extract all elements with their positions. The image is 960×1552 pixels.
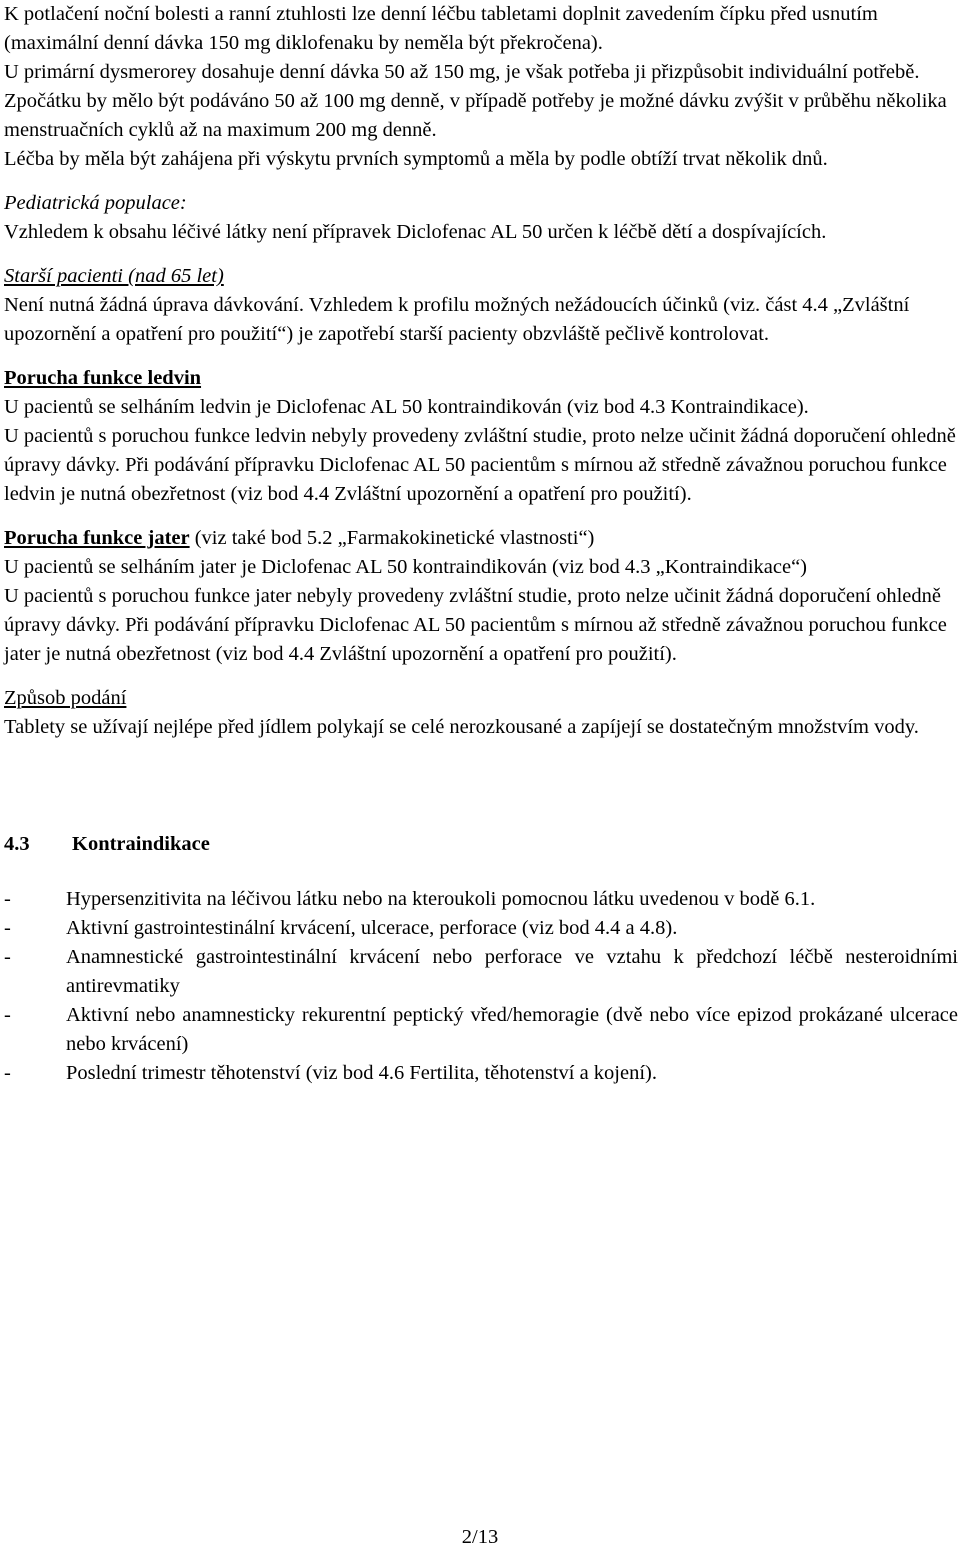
pediatric-title: Pediatrická populace: — [4, 192, 187, 214]
list-item-text: Aktivní nebo anamnesticky rekurentní peptický vřed/hemoragie (dvě nebo více epizod prokázané ulcerace nebo krvácení) — [66, 1004, 958, 1055]
list-item-text: Poslední trimestr těhotenství (viz bod 4.6 Fertilita, těhotenství a kojení). — [66, 1062, 657, 1084]
elderly-title: Starší pacienti (nad 65 let) — [4, 265, 224, 287]
list-dash: - — [4, 1004, 11, 1026]
list-dash: - — [4, 917, 11, 939]
renal-paragraph-1: U pacientů se selháním ledvin je Diclofenac AL 50 kontraindikován (viz bod 4.3 Kontraindikace). — [4, 396, 809, 418]
hepatic-title-suffix: (viz také bod 5.2 „Farmakokinetické vlastnosti“) — [189, 527, 595, 549]
dosage-paragraph-2 — [4, 58, 958, 145]
list-dash: - — [4, 888, 11, 910]
dosage-paragraph-2a: U primární dysmerorey dosahuje denní dávka 50 až 150 mg, je však potřeba ji přizpůsobit individuální potřebě. — [4, 61, 920, 83]
dosage-paragraph-2b: Zpočátku by mělo být podáváno 50 až 100 mg denně, v případě potřeby je možné dávku zvýšit v průběhu několika menstruačních cyklů až na maximum 200 mg denně. — [4, 90, 947, 141]
renal-section — [4, 364, 958, 509]
list-dash: - — [4, 1062, 11, 1084]
administration-title: Způsob podání — [4, 687, 127, 709]
section-43-heading — [4, 830, 958, 859]
dosage-paragraph-1: K potlačení noční bolesti a ranní ztuhlosti lze denní léčbu tabletami doplnit zavedením čípku před usnutím (maximální denní dávka 150 mg diklofenaku by neměla být překročena). — [4, 3, 878, 54]
page-number: 2/13 — [461, 1526, 499, 1548]
pediatric-section — [4, 189, 958, 247]
list-dash: - — [4, 946, 11, 968]
hepatic-paragraph-1: U pacientů se selháním jater je Diclofenac AL 50 kontraindikován (viz bod 4.3 „Kontraindikace“) — [4, 556, 808, 578]
elderly-text: Není nutná žádná úprava dávkování. Vzhledem k profilu možných nežádoucích účinků (viz. část 4.4 „Zvláštní upozornění a opatření pro použití“) je zapotřebí starší pacienty obzvláště pečlivě kontrolovat. — [4, 294, 910, 345]
list-item — [4, 914, 958, 943]
list-item — [4, 1059, 958, 1088]
list-item — [4, 885, 958, 914]
dosage-paragraph-3: Léčba by měla být zahájena při výskytu prvních symptomů a měla by podle obtíží trvat několik dnů. — [4, 148, 828, 170]
list-item-text: Hypersenzitivita na léčivou látku nebo na kteroukoli pomocnou látku uvedenou v bodě 6.1. — [66, 888, 816, 910]
elderly-section — [4, 262, 958, 349]
list-item — [4, 943, 958, 1001]
renal-paragraph-2: U pacientů s poruchou funkce ledvin nebyly provedeny zvláštní studie, proto nelze učinit žádná doporučení ohledně úpravy dávky. Při podávání přípravku Diclofenac AL 50 pacientům s mírnou až středně závažnou poruchou funkce ledvin je nutná obezřetnost (viz bod 4.4 Zvláštní upozornění a opatření pro použití). — [4, 425, 956, 505]
list-item-text: Aktivní gastrointestinální krvácení, ulcerace, perforace (viz bod 4.4 a 4.8). — [66, 917, 678, 939]
hepatic-heading — [4, 524, 958, 553]
administration-text: Tablety se užívají nejlépe před jídlem polykají se celé nerozkousané a zapíjejí se dostatečným množstvím vody. — [4, 716, 919, 738]
renal-title: Porucha funkce ledvin — [4, 367, 202, 389]
list-item-text: Anamnestické gastrointestinální krvácení nebo perforace ve vztahu k předchozí léčbě nesteroidními antirevmatiky — [66, 946, 958, 997]
administration-section — [4, 684, 958, 742]
hepatic-paragraph-2: U pacientů s poruchou funkce jater nebyly provedeny zvláštní studie, proto nelze učinit žádná doporučení ohledně úpravy dávky. Při podávání přípravku Diclofenac AL 50 pacientům s mírnou až středně závažnou poruchou funkce jater je nutná obezřetnost (viz bod 4.4 Zvláštní upozornění a opatření pro použití). — [4, 585, 947, 665]
document-page — [4, 0, 958, 1088]
pediatric-text: Vzhledem k obsahu léčivé látky není přípravek Diclofenac AL 50 určen k léčbě dětí a dospívajících. — [4, 221, 827, 243]
dosage-section — [4, 0, 958, 174]
hepatic-section — [4, 524, 958, 669]
hepatic-title: Porucha funkce jater — [4, 527, 190, 549]
section-43-number: 4.3 — [4, 833, 30, 855]
section-43-title: Kontraindikace — [72, 833, 210, 855]
contraindication-list — [4, 885, 958, 1088]
list-item — [4, 1001, 958, 1059]
